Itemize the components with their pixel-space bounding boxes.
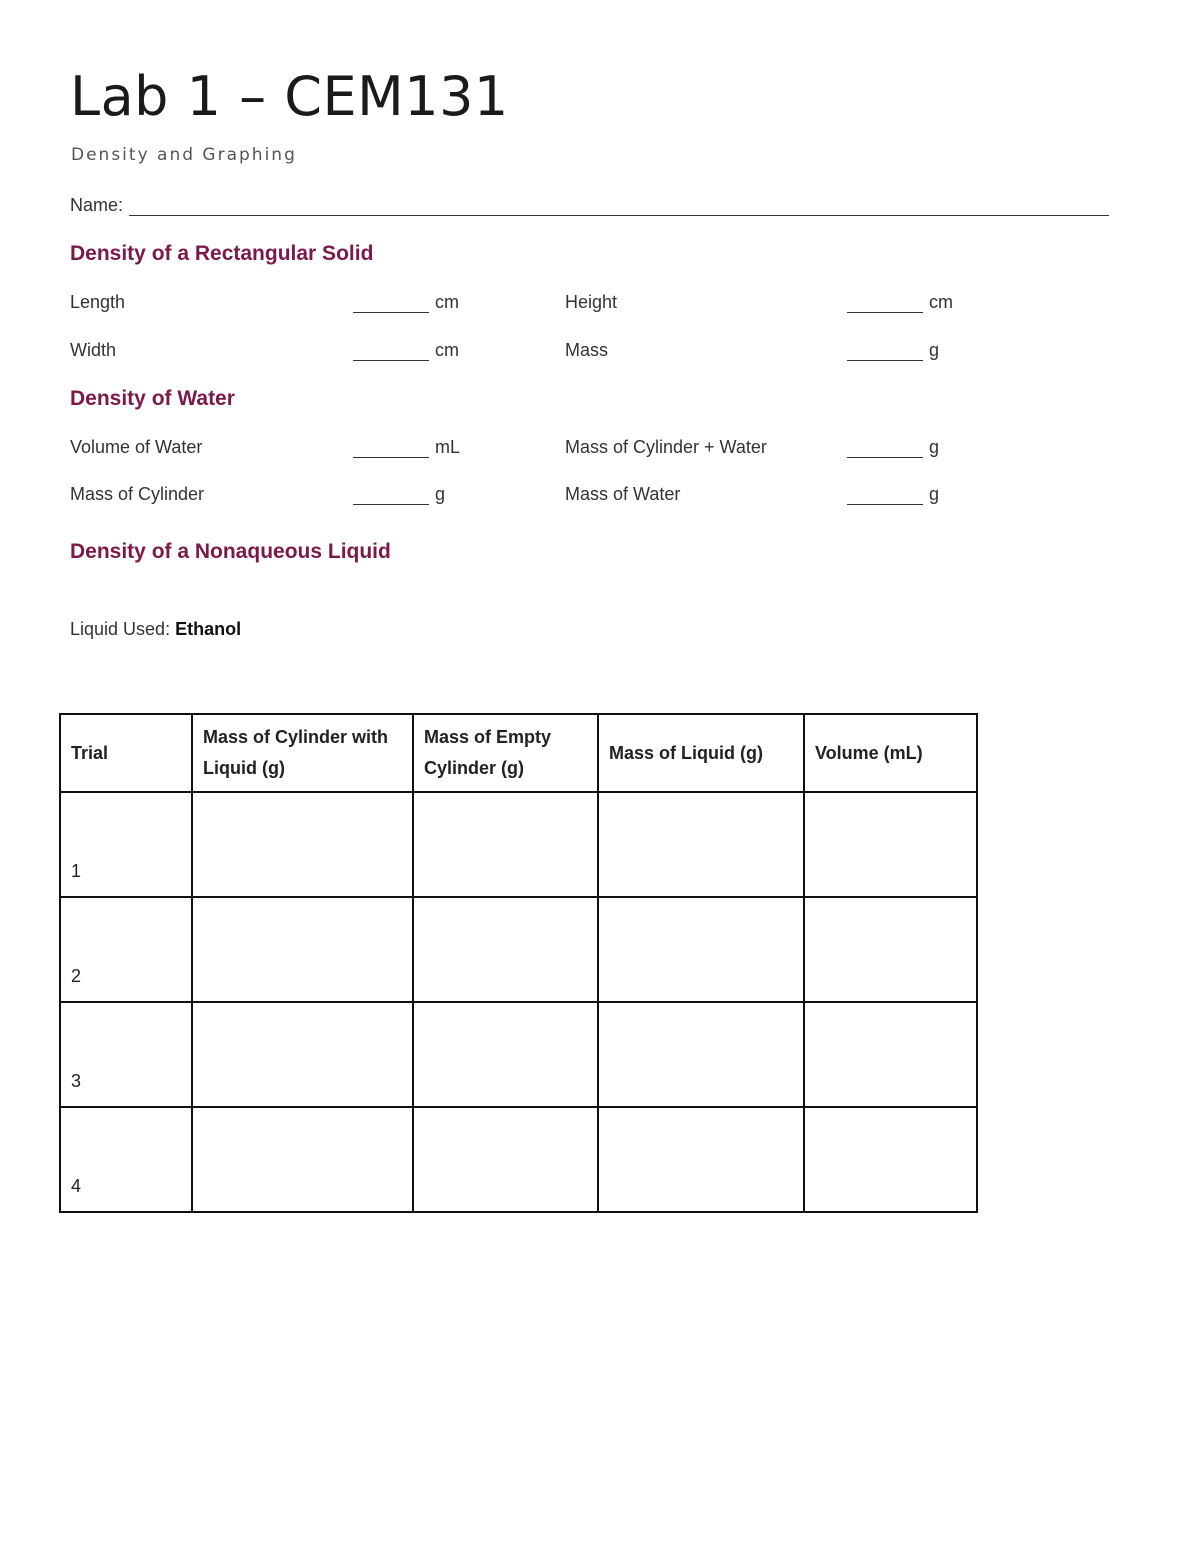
name-label: Name:	[70, 195, 124, 215]
header-volume: Volume (mL)	[804, 714, 977, 792]
table-cell[interactable]	[413, 1107, 598, 1212]
table-row	[60, 1107, 977, 1212]
table-row	[60, 792, 977, 897]
table-cell[interactable]	[413, 897, 598, 1002]
blank-line[interactable]	[353, 294, 429, 313]
field-label-length: Length	[70, 292, 126, 312]
unit-label: g	[929, 484, 940, 504]
field-label-mass-cylinder: Mass of Cylinder	[70, 484, 205, 504]
table-cell[interactable]	[192, 1002, 413, 1107]
trial-number: 3	[60, 1002, 192, 1107]
blank-line[interactable]	[847, 486, 923, 505]
table-cell[interactable]	[598, 897, 804, 1002]
field-label-width: Width	[70, 340, 117, 360]
field-label-volume-water: Volume of Water	[70, 437, 203, 457]
table-cell[interactable]	[804, 1002, 977, 1107]
table-cell[interactable]	[598, 792, 804, 897]
header-trial: Trial	[60, 714, 192, 792]
field-blank-mass-water[interactable]	[847, 484, 939, 505]
field-blank-width[interactable]	[353, 340, 459, 361]
table-row	[60, 897, 977, 1002]
page-subtitle: Density and Graphing	[71, 145, 297, 165]
blank-line[interactable]	[847, 294, 923, 313]
header-mass-empty-cylinder: Mass of Empty Cylinder (g)	[413, 714, 598, 792]
field-blank-mass[interactable]	[847, 340, 939, 361]
table-header-row	[60, 714, 977, 792]
blank-line[interactable]	[353, 486, 429, 505]
table-cell[interactable]	[413, 1002, 598, 1107]
field-label-mass: Mass	[565, 340, 609, 360]
table-cell[interactable]	[192, 1107, 413, 1212]
blank-line[interactable]	[847, 439, 923, 458]
table-cell[interactable]	[192, 792, 413, 897]
unit-label: cm	[435, 340, 459, 360]
trial-number: 2	[60, 897, 192, 1002]
unit-label: g	[435, 484, 446, 504]
field-blank-mass-cylinder[interactable]	[353, 484, 445, 505]
unit-label: cm	[929, 292, 953, 312]
trial-number: 4	[60, 1107, 192, 1212]
unit-label: mL	[435, 437, 461, 457]
data-table	[59, 713, 978, 1213]
unit-label: g	[929, 437, 940, 457]
field-blank-volume-water[interactable]	[353, 437, 460, 458]
table-cell[interactable]	[804, 897, 977, 1002]
section-heading-solid: Density of a Rectangular Solid	[70, 242, 374, 265]
table-cell[interactable]	[413, 792, 598, 897]
field-label-mass-water: Mass of Water	[565, 484, 681, 504]
header-mass-cylinder-liquid: Mass of Cylinder with Liquid (g)	[192, 714, 413, 792]
liquid-used	[70, 619, 241, 640]
unit-label: g	[929, 340, 940, 360]
field-blank-mass-cylinder-water[interactable]	[847, 437, 939, 458]
liquid-used-label: Liquid Used:	[70, 619, 171, 639]
table-cell[interactable]	[804, 1107, 977, 1212]
field-label-mass-cylinder-water: Mass of Cylinder + Water	[565, 437, 767, 457]
field-blank-height[interactable]	[847, 292, 953, 313]
table-row	[60, 1002, 977, 1107]
field-label-height: Height	[565, 292, 618, 312]
header-mass-liquid: Mass of Liquid (g)	[598, 714, 804, 792]
name-field	[70, 195, 1109, 216]
section-heading-water: Density of Water	[70, 387, 235, 410]
blank-line[interactable]	[353, 439, 429, 458]
section-heading-liquid: Density of a Nonaqueous Liquid	[70, 540, 391, 563]
liquid-used-value: Ethanol	[175, 619, 242, 639]
table-cell[interactable]	[804, 792, 977, 897]
trial-number: 1	[60, 792, 192, 897]
unit-label: cm	[435, 292, 459, 312]
table-cell[interactable]	[598, 1002, 804, 1107]
blank-line[interactable]	[847, 342, 923, 361]
field-blank-length[interactable]	[353, 292, 459, 313]
name-blank[interactable]	[129, 197, 1109, 216]
blank-line[interactable]	[353, 342, 429, 361]
table-cell[interactable]	[598, 1107, 804, 1212]
page-title: Lab 1 – CEM131	[70, 65, 509, 128]
table-cell[interactable]	[192, 897, 413, 1002]
